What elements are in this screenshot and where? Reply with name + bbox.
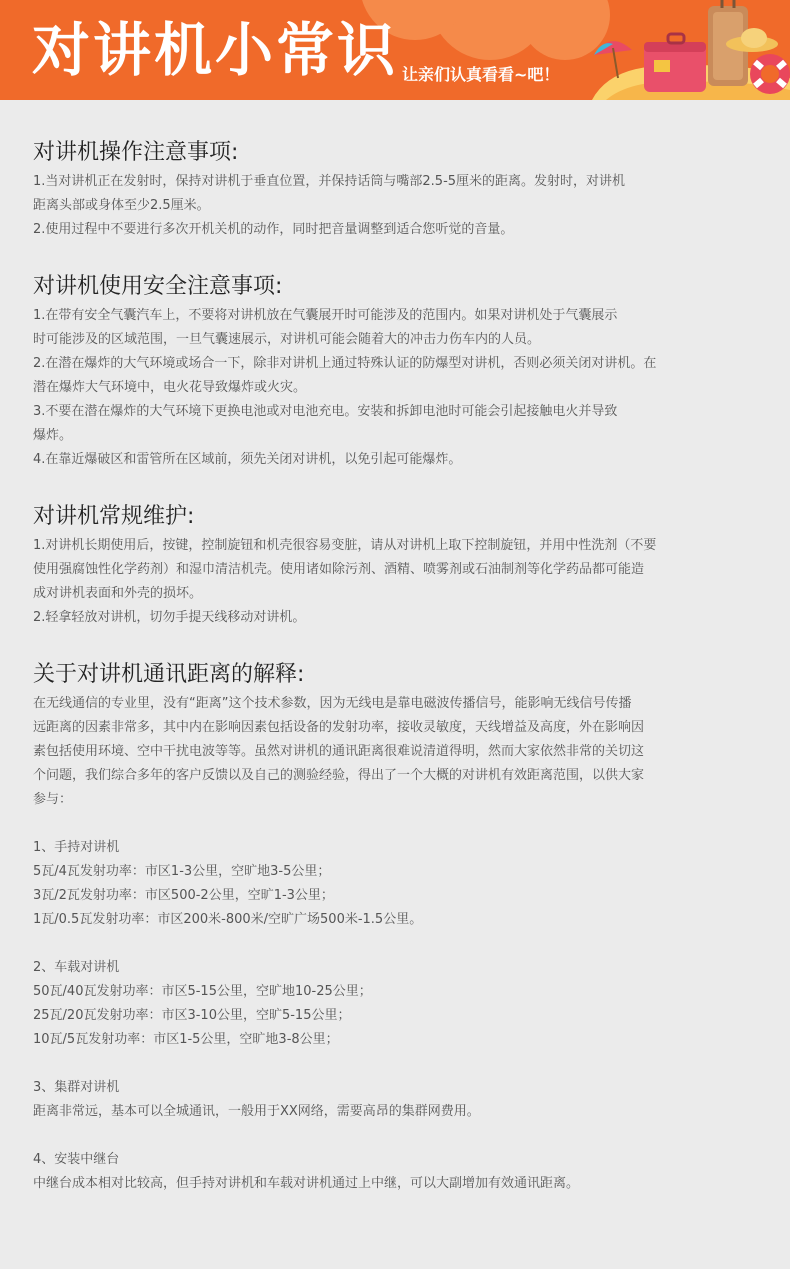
text-line: 50瓦/40瓦发射功率：市区5-15公里，空旷地10-25公里； [33, 984, 372, 999]
text-line: 爆炸。 [33, 428, 73, 443]
banner-title: 对讲机小常识 [32, 16, 399, 84]
text-line: 在无线通信的专业里，没有“距离”这个技术参数，因为无线电是靠电磁波传播信号，能影响无线信号传播 [33, 696, 632, 711]
text-line: 个问题，我们综合多年的客户反馈以及自己的测验经验，得出了一个大概的对讲机有效距离范围，以供大家 [33, 768, 645, 783]
text-line: 2、车载对讲机 [33, 960, 120, 975]
paragraph-gap [33, 812, 723, 836]
text-line: 1.对讲机长期使用后，按键，控制旋钮和机壳很容易变脏，请从对讲机上取下控制旋钮，并用中性洗剂（不要 [33, 538, 657, 553]
article-section [33, 138, 723, 242]
text-line: 时可能涉及的区域范围，一旦气囊速展示，对讲机可能会随着大的冲击力伤车内的人员。 [33, 332, 541, 347]
section-heading: 对讲机使用安全注意事项: [33, 274, 283, 299]
text-line: 1.在带有安全气囊汽车上，不要将对讲机放在气囊展开时可能涉及的范围内。如果对讲机处于气囊展示 [33, 308, 618, 323]
text-line: 距离非常远，基本可以全城通讯，一般用于XX网络，需要高昂的集群网费用。 [33, 1104, 480, 1119]
article-section [33, 502, 723, 630]
text-line: 1.当对讲机正在发射时，保持对讲机于垂直位置，并保持话筒与嘴部2.5-5厘米的距离。发射时，对讲机 [33, 174, 626, 189]
section-heading: 关于对讲机通讯距离的解释: [33, 662, 305, 687]
article-body [33, 138, 723, 1226]
section-heading: 对讲机常规维护: [33, 504, 195, 529]
text-line: 成对讲机表面和外壳的损坏。 [33, 586, 203, 601]
text-line: 1、手持对讲机 [33, 840, 120, 855]
text-line: 3.不要在潜在爆炸的大气环境下更换电池或对电池充电。安装和拆卸电池时可能会引起接触电火并导致 [33, 404, 618, 419]
text-line: 10瓦/5瓦发射功率：市区1-5公里，空旷地3-8公里； [33, 1032, 339, 1047]
text-line: 4.在靠近爆破区和雷管所在区域前，须先关闭对讲机，以免引起可能爆炸。 [33, 452, 462, 467]
text-line: 1瓦/0.5瓦发射功率：市区200米-800米/空旷广场500米-1.5公里。 [33, 912, 423, 927]
text-line: 3瓦/2瓦发射功率：市区500-2公里，空旷1-3公里； [33, 888, 334, 903]
text-line: 素包括使用环境、空中干扰电波等等。虽然对讲机的通讯距离很难说清道得明，然而大家依然非常的关切这 [33, 744, 645, 759]
text-line: 2.在潜在爆炸的大气环境或场合一下，除非对讲机上通过特殊认证的防爆型对讲机，否则必须关闭对讲机。在 [33, 356, 657, 371]
section-heading: 对讲机操作注意事项: [33, 140, 239, 165]
text-line: 5瓦/4瓦发射功率：市区1-3公里，空旷地3-5公里； [33, 864, 331, 879]
text-line: 2.轻拿轻放对讲机，切勿手提天线移动对讲机。 [33, 610, 306, 625]
text-line: 潜在爆炸大气环境中，电火花导致爆炸或火灾。 [33, 380, 307, 395]
text-line: 3、集群对讲机 [33, 1080, 120, 1095]
text-line: 4、安装中继台 [33, 1152, 120, 1167]
banner-subtitle: 让亲们认真看看~吧！ [402, 65, 560, 84]
text-line: 使用强腐蚀性化学药剂）和湿巾清洁机壳。使用诸如除污剂、酒精、喷雾剂或石油制剂等化学药品都可能造 [33, 562, 645, 577]
text-line: 远距离的因素非常多，其中内在影响因素包括设备的发射功率，接收灵敏度，天线增益及高度，外在影响因 [33, 720, 645, 735]
paragraph-gap [33, 1124, 723, 1148]
text-line: 距离头部或身体至少2.5厘米。 [33, 198, 210, 213]
article-section [33, 660, 723, 1196]
text-line: 中继台成本相对比较高，但手持对讲机和车载对讲机通过上中继，可以大副增加有效通讯距离。 [33, 1176, 580, 1191]
paragraph-gap [33, 932, 723, 956]
article-section [33, 272, 723, 472]
text-line: 2.使用过程中不要进行多次开机关机的动作，同时把音量调整到适合您听觉的音量。 [33, 222, 514, 237]
paragraph-gap [33, 1052, 723, 1076]
travel-illustration-icon [572, 0, 790, 100]
header-banner [0, 0, 790, 100]
text-line: 25瓦/20瓦发射功率：市区3-10公里，空旷5-15公里； [33, 1008, 351, 1023]
text-line: 参与： [33, 792, 73, 807]
